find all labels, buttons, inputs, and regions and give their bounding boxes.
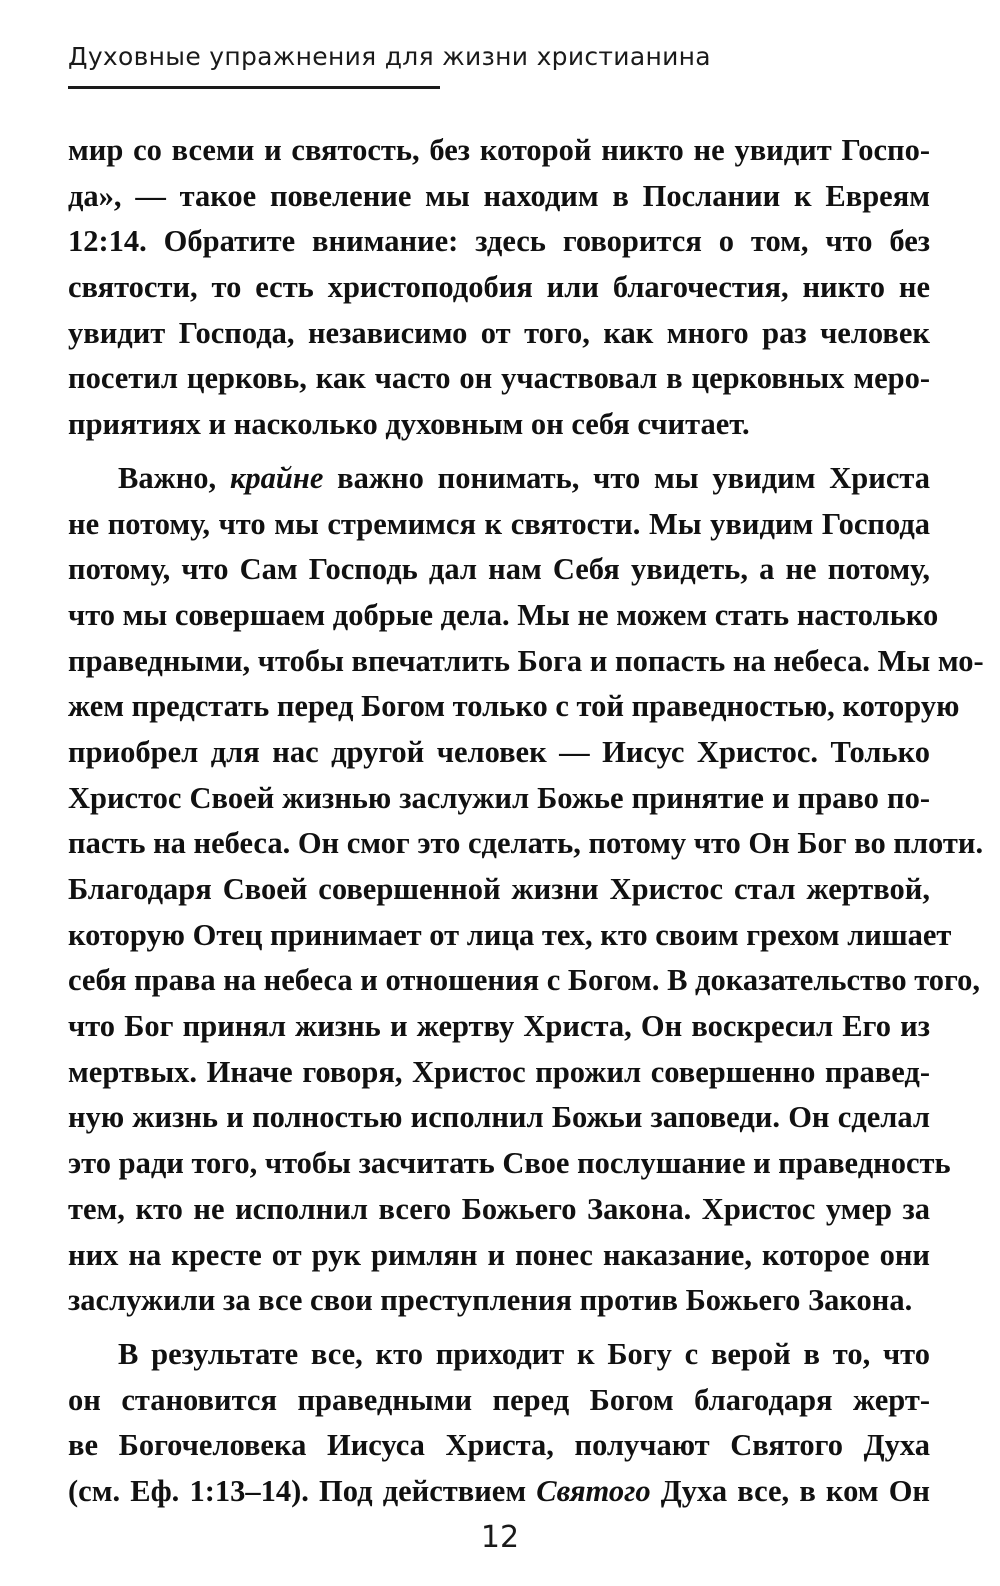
text-line: посетил церковь, как часто он участвовал в церковных меро- <box>68 361 930 396</box>
text-line <box>68 456 930 502</box>
text-line: увидит Господа, независимо от того, как много раз человек <box>68 315 930 350</box>
paragraph-gap <box>68 448 930 456</box>
text-line: заслужили за все свои преступления против Божьего Закона. <box>68 1283 913 1318</box>
line-end: Духа все, в ком Он <box>650 1473 930 1508</box>
page-number: 12 <box>480 1520 520 1555</box>
body-text <box>68 128 984 1515</box>
text-line: себя права на небеса и отношения с Богом. В доказательство того, <box>68 963 981 998</box>
text-line: что мы совершаем добрые дела. Мы не можем стать настолько <box>68 597 939 632</box>
header-rule <box>68 86 440 89</box>
text-line: Христос Своей жизнью заслужил Божье принятие и право по- <box>68 780 930 815</box>
text-line: святости, то есть христоподобия или благочестия, никто не <box>68 270 930 305</box>
text-line: ную жизнь и полностью исполнил Божьи заповеди. Он сделал <box>68 1100 930 1135</box>
text-line: 12:14. Обратите внимание: здесь говорится о том, что без <box>68 224 930 259</box>
paragraph-2 <box>68 456 984 1324</box>
emphasis-text: Святого <box>536 1473 651 1508</box>
paragraph-3 <box>68 1332 930 1515</box>
text-line: которую Отец принимает от лица тех, кто своим грехом лишает <box>68 917 952 952</box>
paragraph-gap <box>68 1324 930 1332</box>
text-line: он становится праведными перед Богом благодаря жерт- <box>68 1382 930 1417</box>
text-line: потому, что Сам Господь дал нам Себя увидеть, а не потому, <box>68 552 930 587</box>
text-line: мертвых. Иначе говоря, Христос прожил совершенно правед- <box>68 1054 930 1089</box>
text-line: ве Богочеловека Иисуса Христа, получают Святого Духа <box>68 1428 930 1463</box>
line-end: важно понимать, что мы увидим Христа <box>323 460 930 495</box>
emphasis-text: крайне <box>229 460 324 495</box>
text-line: не потому, что мы стремимся к святости. Мы увидим Господа <box>68 506 930 541</box>
text-line: что Бог принял жизнь и жертву Христа, Он воскресил Его из <box>68 1009 930 1044</box>
text-line: тем, кто не исполнил всего Божьего Закона. Христос умер за <box>68 1191 930 1226</box>
paragraph-1 <box>68 128 930 448</box>
running-title: Духовные упражнения для жизни христианина <box>68 42 711 71</box>
text-line: них на кресте от рук римлян и понес наказание, которое они <box>68 1237 930 1272</box>
text-line: это ради того, чтобы засчитать Свое послушание и праведность <box>68 1146 951 1181</box>
text-line: мир со всеми и святость, без которой никто не увидит Госпо- <box>68 133 930 167</box>
text-line: пасть на небеса. Он смог это сделать, потому что Он Бог во плоти. <box>68 826 984 861</box>
text-line: приятиях и насколько духовным он себя считает. <box>68 407 750 442</box>
text-line: да», — такое повеление мы находим в Послании к Евреям <box>68 178 930 213</box>
text-line: праведными, чтобы впечатлить Бога и попасть на небеса. Мы мо- <box>68 643 984 678</box>
text-line <box>68 1469 930 1515</box>
line-start: (см. Еф. 1:13–14). Под действием <box>68 1473 537 1508</box>
line-start: Важно, <box>118 460 230 495</box>
text-line: В результате все, кто приходит к Богу с верой в то, что <box>118 1336 930 1371</box>
text-line: Благодаря Своей совершенной жизни Христос стал жертвой, <box>68 872 930 906</box>
text-line: приобрел для нас другой человек — Иисус Христос. Только <box>68 734 930 769</box>
text-line: жем предстать перед Богом только с той праведностью, которую <box>68 689 960 724</box>
